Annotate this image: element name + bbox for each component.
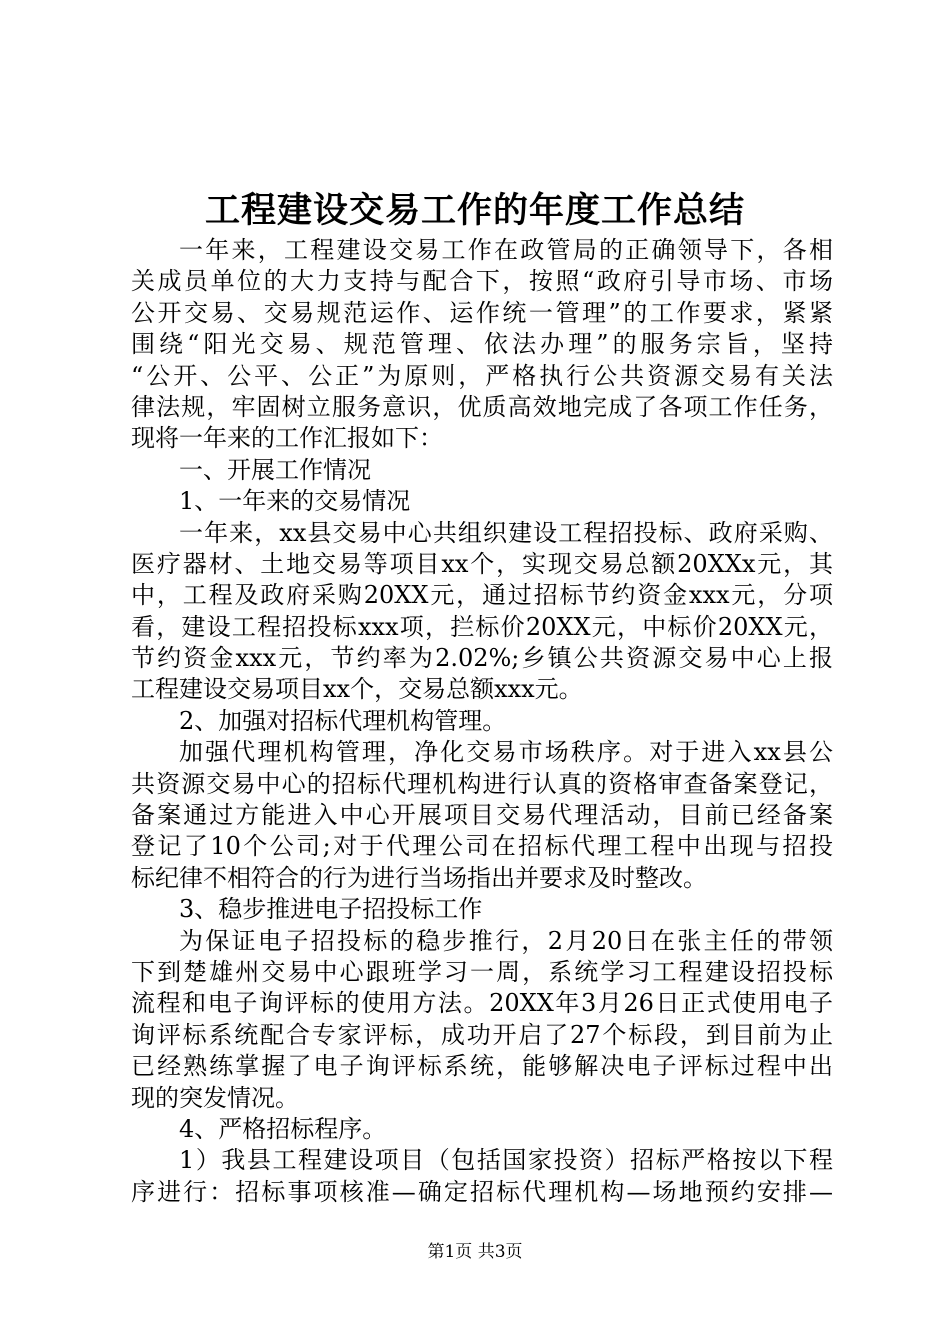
text-line: 围绕“阳光交易、规范管理、依法办理”的服务宗旨，坚持	[131, 330, 833, 359]
text-line: 登记了10个公司;对于代理公司在招标代理工程中出现与招投	[131, 832, 833, 861]
text-line: 看，建设工程招投标xxx项，拦标价20XX元，中标价20XX元，	[131, 612, 833, 641]
text-line: 下到楚雄州交易中心跟班学习一周，系统学习工程建设招投标	[131, 957, 833, 986]
text-line: 已经熟练掌握了电子询评标系统，能够解决电子评标过程中出	[131, 1052, 833, 1081]
text-line: 序进行：招标事项核准—确定招标代理机构—场地预约安排—	[131, 1177, 833, 1206]
text-line: 工程建设交易项目xx个，交易总额xxx元。	[131, 675, 583, 704]
text-line: 2、加强对招标代理机构管理。	[179, 706, 507, 735]
text-line: 标纪律不相符合的行为进行当场指出并要求及时整改。	[131, 863, 707, 892]
text-line: 节约资金xxx元，节约率为2.02%;乡镇公共资源交易中心上报	[131, 644, 833, 673]
text-line: 4、严格招标程序。	[179, 1114, 387, 1143]
text-line: 1）我县工程建设项目（包括国家投资）招标严格按以下程	[179, 1146, 833, 1175]
text-line: 共资源交易中心的招标代理机构进行认真的资格审查备案登记，	[131, 769, 833, 798]
text-line: 关成员单位的大力支持与配合下，按照“政府引导市场、市场	[131, 267, 833, 296]
text-line: 流程和电子询评标的使用方法。20XX年3月26日正式使用电子	[131, 989, 833, 1018]
document-title: 工程建设交易工作的年度工作总结	[204, 190, 745, 231]
text-line: 一年来，工程建设交易工作在政管局的正确领导下，各相	[179, 236, 833, 264]
text-line: 律法规，牢固树立服务意识，优质高效地完成了各项工作任务，	[131, 392, 833, 421]
text-line: 为保证电子招投标的稳步推行，2月20日在张主任的带领	[179, 926, 833, 955]
text-line: 询评标系统配合专家评标，成功开启了27个标段，到目前为止	[131, 1020, 833, 1049]
text-line: 医疗器材、土地交易等项目xx个，实现交易总额20XXx元，其	[131, 549, 833, 578]
text-line: 一年来，xx县交易中心共组织建设工程招投标、政府采购、	[179, 518, 833, 547]
text-line: 备案通过方能进入中心开展项目交易代理活动，目前已经备案	[131, 801, 833, 830]
text-line: 现的突发情况。	[131, 1083, 299, 1112]
text-line: 1、一年来的交易情况	[179, 487, 411, 516]
text-line: 中，工程及政府采购20XX元，通过招标节约资金xxx元，分项	[131, 581, 833, 610]
text-line: 3、稳步推进电子招投标工作	[179, 895, 483, 924]
text-line: 公开交易、交易规范运作、运作统一管理”的工作要求，紧紧	[131, 298, 833, 327]
text-line: 一、开展工作情况	[179, 455, 371, 484]
text-line: 现将一年来的工作汇报如下：	[131, 424, 443, 453]
page-footer: 第1页 共3页	[427, 1242, 523, 1262]
text-line: 加强代理机构管理，净化交易市场秩序。对于进入xx县公	[179, 738, 833, 767]
text-line: “公开、公平、公正”为原则，严格执行公共资源交易有关法	[131, 361, 833, 390]
document-body	[131, 235, 833, 1208]
